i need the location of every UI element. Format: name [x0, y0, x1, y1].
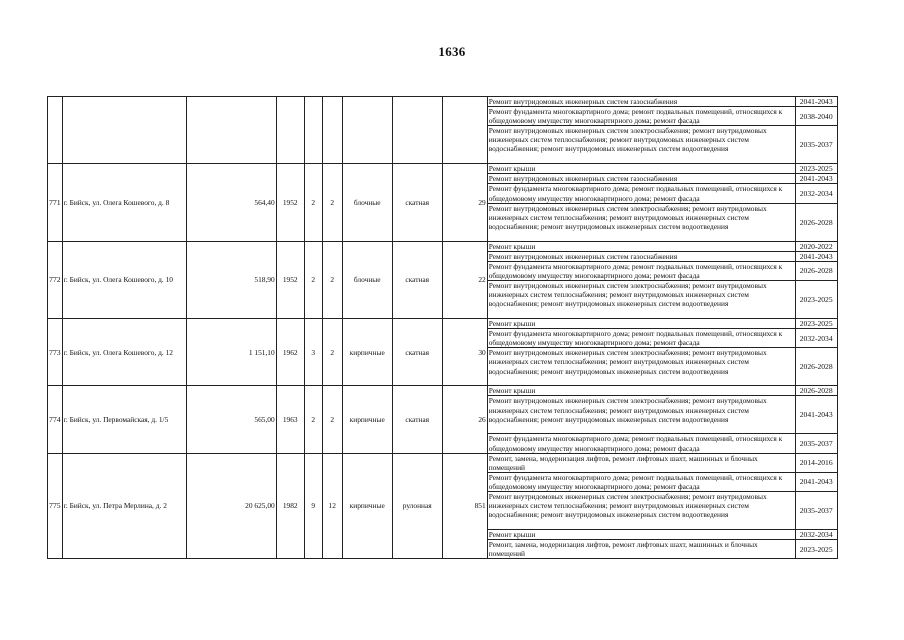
house-entrances: 2 [322, 241, 342, 318]
house-floors: 3 [304, 319, 322, 386]
wall-material: кирпичные [342, 386, 392, 453]
work-name: Ремонт внутридомовых инженерных систем электроснабжения; ремонт внутридомовых инженерных систем теплоснабжения; ремонт внутридомовых инженерных систем водоснабжения; ремонт внутридомовых инженерных систем водоотведения [487, 203, 795, 241]
house-area: 20 625,00 [186, 453, 276, 559]
work-period: 2038-2040 [795, 107, 837, 126]
work-name: Ремонт фундамента многоквартирного дома; ремонт подвальных помещений, относящихся к общедомовому имуществу многоквартирного дома; ремонт фасада [487, 107, 795, 126]
work-name: Ремонт внутридомовых инженерных систем электроснабжения; ремонт внутридомовых инженерных систем теплоснабжения; ремонт внутридомовых инженерных систем водоснабжения; ремонт внутридомовых инженерных систем водоотведения [487, 348, 795, 386]
work-name: Ремонт крыши [487, 386, 795, 396]
roof-type: скатная [392, 319, 442, 386]
work-name: Ремонт, замена, модернизация лифтов, ремонт лифтовых шахт, машинных и блочных помещений [487, 453, 795, 472]
empty-cell [442, 97, 487, 164]
residents-count: 22 [442, 241, 487, 318]
work-name: Ремонт внутридомовых инженерных систем электроснабжения; ремонт внутридомовых инженерных систем теплоснабжения; ремонт внутридомовых инженерных систем водоснабжения; ремонт внутридомовых инженерных систем водоотведения [487, 491, 795, 529]
house-year: 1962 [276, 319, 304, 386]
work-name: Ремонт внутридомовых инженерных систем электроснабжения; ремонт внутридомовых инженерных систем теплоснабжения; ремонт внутридомовых инженерных систем водоснабжения; ремонт внутридомовых инженерных систем водоотведения [487, 281, 795, 319]
empty-cell [62, 97, 186, 164]
empty-cell [304, 97, 322, 164]
roof-type: рулонная [392, 453, 442, 559]
work-period: 2032-2034 [795, 184, 837, 203]
work-name: Ремонт фундамента многоквартирного дома; ремонт подвальных помещений, относящихся к общедомовому имуществу многоквартирного дома; ремонт фасада [487, 434, 795, 453]
house-floors: 2 [304, 241, 322, 318]
table-row [48, 453, 838, 472]
house-number: 772 [48, 241, 63, 318]
house-address: г. Бийск, ул. Петра Мерлина, д. 2 [62, 453, 186, 559]
wall-material: кирпичные [342, 453, 392, 559]
work-period: 2023-2025 [795, 281, 837, 319]
work-name: Ремонт крыши [487, 241, 795, 251]
residents-count: 851 [442, 453, 487, 559]
house-address: г. Бийск, ул. Олега Кошевого, д. 8 [62, 164, 186, 241]
work-period: 2023-2025 [795, 319, 837, 329]
work-period: 2026-2028 [795, 261, 837, 280]
house-entrances: 2 [322, 386, 342, 453]
work-period: 2014-2016 [795, 453, 837, 472]
work-name: Ремонт крыши [487, 319, 795, 329]
house-year: 1952 [276, 164, 304, 241]
wall-material: блочные [342, 241, 392, 318]
work-name: Ремонт внутридомовых инженерных систем газоснабжения [487, 251, 795, 261]
house-year: 1963 [276, 386, 304, 453]
roof-type: скатная [392, 386, 442, 453]
house-address: г. Бийск, ул. Олега Кошевого, д. 10 [62, 241, 186, 318]
table-row [48, 241, 838, 251]
work-period: 2041-2043 [795, 97, 837, 107]
house-entrances: 2 [322, 319, 342, 386]
work-period: 2026-2028 [795, 203, 837, 241]
wall-material: кирпичные [342, 319, 392, 386]
roof-type: скатная [392, 241, 442, 318]
work-period: 2023-2025 [795, 164, 837, 174]
page-number: 1636 [438, 44, 466, 59]
work-period: 2026-2028 [795, 386, 837, 396]
house-floors: 2 [304, 164, 322, 241]
residents-count: 29 [442, 164, 487, 241]
house-floors: 2 [304, 386, 322, 453]
work-period: 2032-2034 [795, 329, 837, 348]
work-period: 2041-2043 [795, 174, 837, 184]
work-name: Ремонт внутридомовых инженерных систем электроснабжения; ремонт внутридомовых инженерных систем теплоснабжения; ремонт внутридомовых инженерных систем водоснабжения; ремонт внутридомовых инженерных систем водоотведения [487, 126, 795, 164]
work-period: 2026-2028 [795, 348, 837, 386]
house-area: 1 151,10 [186, 319, 276, 386]
empty-cell [186, 97, 276, 164]
work-period: 2035-2037 [795, 491, 837, 529]
house-number: 773 [48, 319, 63, 386]
house-address: г. Бийск, ул. Олега Кошевого, д. 12 [62, 319, 186, 386]
house-year: 1982 [276, 453, 304, 559]
work-name: Ремонт фундамента многоквартирного дома; ремонт подвальных помещений, относящихся к общедомовому имуществу многоквартирного дома; ремонт фасада [487, 472, 795, 491]
work-name: Ремонт фундамента многоквартирного дома; ремонт подвальных помещений, относящихся к общедомовому имуществу многоквартирного дома; ремонт фасада [487, 261, 795, 280]
work-period: 2041-2043 [795, 472, 837, 491]
work-name: Ремонт фундамента многоквартирного дома; ремонт подвальных помещений, относящихся к общедомовому имуществу многоквартирного дома; ремонт фасада [487, 184, 795, 203]
work-period: 2035-2037 [795, 126, 837, 164]
empty-cell [322, 97, 342, 164]
house-floors: 9 [304, 453, 322, 559]
house-number: 774 [48, 386, 63, 453]
table-body [48, 97, 838, 559]
work-name: Ремонт внутридомовых инженерных систем газоснабжения [487, 174, 795, 184]
work-name: Ремонт крыши [487, 164, 795, 174]
work-name: Ремонт внутридомовых инженерных систем газоснабжения [487, 97, 795, 107]
empty-cell [392, 97, 442, 164]
house-entrances: 12 [322, 453, 342, 559]
work-name: Ремонт крыши [487, 529, 795, 539]
house-address: г. Бийск, ул. Первомайская, д. 1/5 [62, 386, 186, 453]
house-area: 565,00 [186, 386, 276, 453]
work-period: 2023-2025 [795, 540, 837, 559]
house-area: 564,40 [186, 164, 276, 241]
empty-cell [48, 97, 63, 164]
work-name: Ремонт внутридомовых инженерных систем электроснабжения; ремонт внутридомовых инженерных систем теплоснабжения; ремонт внутридомовых инженерных систем водоснабжения; ремонт внутридомовых инженерных систем водоотведения [487, 396, 795, 434]
table-row [48, 319, 838, 329]
house-entrances: 2 [322, 164, 342, 241]
work-period: 2020-2022 [795, 241, 837, 251]
work-period: 2035-2037 [795, 434, 837, 453]
house-number: 775 [48, 453, 63, 559]
work-period: 2032-2034 [795, 529, 837, 539]
wall-material: блочные [342, 164, 392, 241]
table-row [48, 386, 838, 396]
table-row [48, 164, 838, 174]
house-year: 1952 [276, 241, 304, 318]
residents-count: 26 [442, 386, 487, 453]
work-name: Ремонт, замена, модернизация лифтов, ремонт лифтовых шахт, машинных и блочных помещений [487, 540, 795, 559]
empty-cell [276, 97, 304, 164]
house-area: 518,90 [186, 241, 276, 318]
empty-cell [342, 97, 392, 164]
residents-count: 30 [442, 319, 487, 386]
work-period: 2041-2043 [795, 396, 837, 434]
work-period: 2041-2043 [795, 251, 837, 261]
house-number: 771 [48, 164, 63, 241]
roof-type: скатная [392, 164, 442, 241]
work-name: Ремонт фундамента многоквартирного дома; ремонт подвальных помещений, относящихся к общедомовому имуществу многоквартирного дома; ремонт фасада [487, 329, 795, 348]
table-row [48, 97, 838, 107]
housing-repair-table [47, 96, 838, 559]
